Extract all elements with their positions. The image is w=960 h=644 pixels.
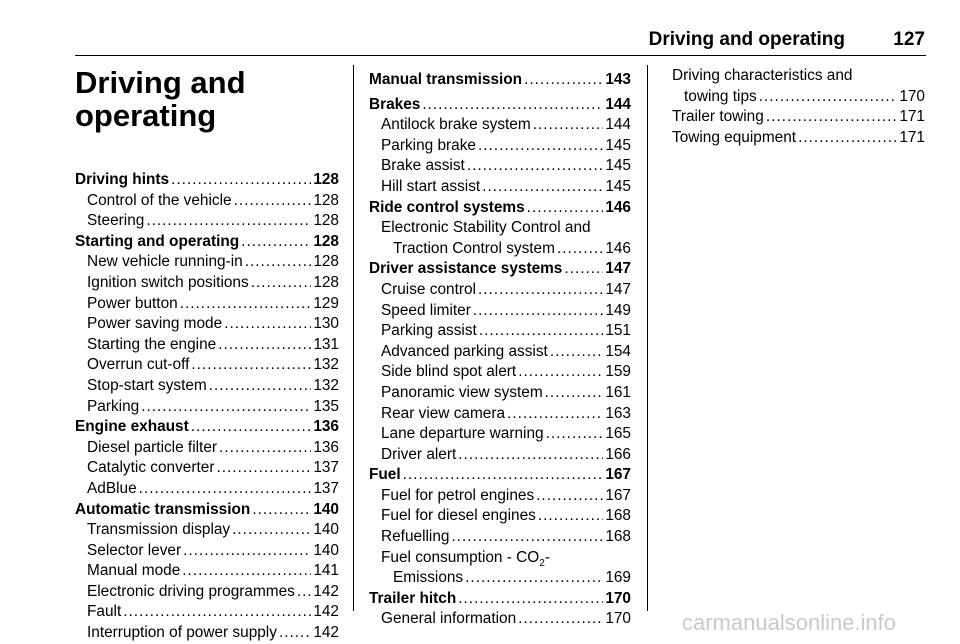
toc-label: Stop-start system [87, 376, 207, 394]
toc-label: General information [381, 610, 517, 628]
toc-entry[interactable] [75, 520, 339, 541]
toc-label: Speed limiter [381, 301, 471, 319]
toc-entry[interactable] [75, 582, 339, 603]
toc-label: Fuel [369, 466, 401, 484]
toc-leader [252, 500, 311, 521]
toc-entry[interactable] [75, 191, 339, 212]
toc-page: 168 [605, 528, 631, 546]
toc-label: New vehicle running-in [87, 253, 243, 271]
toc-page: 128 [313, 212, 339, 230]
toc-leader [458, 445, 603, 466]
toc-entry[interactable] [75, 355, 339, 376]
toc-leader [538, 506, 603, 527]
toc-page: 165 [605, 425, 631, 443]
toc-leader [473, 301, 603, 322]
header-title: Driving and operating [648, 29, 845, 50]
toc-label: Brakes [369, 95, 421, 113]
toc-page: 141 [313, 562, 339, 580]
toc-page: 140 [313, 500, 339, 518]
toc-page: 167 [605, 486, 631, 504]
toc-section[interactable] [369, 95, 631, 116]
toc-page: 170 [605, 589, 631, 607]
toc-label: Rear view camera [381, 404, 506, 422]
toc-entry[interactable] [672, 107, 925, 128]
toc-page: 140 [313, 521, 339, 539]
toc-page: 145 [605, 177, 631, 195]
toc-page: 146 [605, 239, 631, 257]
toc-label: Panoramic view system [381, 383, 543, 401]
toc-label: Parking [87, 397, 140, 415]
toc-entry[interactable] [369, 156, 631, 177]
toc-page: 145 [605, 136, 631, 154]
toc-leader [232, 520, 311, 541]
toc-entry[interactable] [75, 211, 339, 232]
toc-leader [180, 294, 312, 315]
toc-section[interactable] [75, 417, 339, 438]
toc-page: 171 [899, 128, 925, 146]
toc-entry[interactable] [75, 252, 339, 273]
toc-leader [536, 486, 603, 507]
toc-entry[interactable] [75, 376, 339, 397]
toc-page: 154 [605, 342, 631, 360]
toc-entry[interactable] [369, 486, 631, 507]
toc-label: Fuel for petrol engines [381, 486, 535, 504]
toc-page: 131 [313, 335, 339, 353]
chapter-title-line: operating [75, 98, 217, 133]
toc-leader [146, 211, 311, 232]
toc-label: Transmission display [87, 521, 231, 539]
toc-entry-line: Electronic Stability Control and [381, 219, 591, 237]
toc-page: 140 [313, 541, 339, 559]
toc-label: Trailer hitch [369, 589, 457, 607]
toc-entry[interactable] [369, 362, 631, 383]
toc-leader [251, 273, 312, 294]
toc-entry[interactable] [369, 342, 631, 363]
toc-leader [141, 397, 311, 418]
toc-label: Catalytic converter [87, 459, 215, 477]
toc-label: Manual mode [87, 562, 181, 580]
toc-column-2 [369, 70, 631, 630]
toc-entry[interactable] [369, 404, 631, 425]
toc-leader [171, 170, 311, 191]
toc-label: Trailer towing [672, 108, 764, 126]
toc-section[interactable] [369, 589, 631, 610]
toc-section[interactable] [369, 70, 631, 91]
toc-label: Driver assistance systems [369, 260, 563, 278]
toc-label: Steering [87, 212, 145, 230]
toc-page: 130 [313, 315, 339, 333]
toc-page: 128 [313, 253, 339, 271]
toc-page: 142 [313, 582, 339, 600]
toc-page: 145 [605, 157, 631, 175]
toc-page: 128 [313, 232, 339, 250]
toc-label: Ride control systems [369, 198, 525, 216]
toc-leader [123, 602, 311, 623]
toc-entry[interactable] [75, 602, 339, 623]
toc-page: 144 [605, 116, 631, 134]
toc-entry[interactable] [75, 479, 339, 500]
toc-page: 169 [605, 569, 631, 587]
toc-label: Starting and operating [75, 232, 240, 250]
toc-leader [139, 479, 312, 500]
toc-page: 129 [313, 294, 339, 312]
toc-text: Fuel consumption - CO [381, 548, 540, 566]
toc-page: 147 [605, 280, 631, 298]
toc-page: 128 [313, 273, 339, 291]
subscript: 2 [539, 557, 545, 569]
toc-leader [518, 609, 603, 630]
toc-page: 161 [605, 383, 631, 401]
toc-label: Manual transmission [369, 71, 523, 88]
toc-label: Towing equipment [672, 128, 797, 146]
toc-label: Automatic transmission [75, 500, 251, 518]
toc-column-3 [672, 66, 925, 148]
toc-leader [524, 70, 603, 91]
toc-leader [550, 342, 603, 363]
toc-page: 166 [605, 445, 631, 463]
toc-page: 136 [313, 438, 339, 456]
toc-page: 167 [605, 466, 631, 484]
toc-entry[interactable] [75, 335, 339, 356]
toc-entry[interactable] [369, 445, 631, 466]
toc-leader [191, 417, 312, 438]
toc-label: Diesel particle filter [87, 438, 218, 456]
toc-label: Overrun cut-off [87, 356, 190, 374]
toc-leader [482, 177, 603, 198]
toc-entry[interactable] [75, 294, 339, 315]
toc-entry[interactable] [369, 321, 631, 342]
toc-entry[interactable] [75, 397, 339, 418]
toc-label: Cruise control [381, 280, 476, 298]
toc-page: 171 [899, 108, 925, 126]
toc-page: 149 [605, 301, 631, 319]
toc-leader [279, 623, 311, 644]
toc-page: 142 [313, 603, 339, 621]
toc-page: 128 [313, 191, 339, 209]
toc-label: Power button [87, 294, 178, 312]
toc-entry[interactable] [75, 623, 339, 644]
toc-page: 135 [313, 397, 339, 415]
toc-leader [219, 438, 311, 459]
toc-leader [451, 527, 603, 548]
toc-leader [766, 107, 898, 128]
toc-leader [458, 589, 603, 610]
toc-leader [182, 561, 311, 582]
watermark: carmanualsonline.info [682, 610, 897, 635]
toc-entry[interactable] [75, 273, 339, 294]
toc-leader [403, 465, 604, 486]
toc-entry[interactable] [75, 458, 339, 479]
toc-section[interactable] [75, 500, 339, 521]
toc-entry[interactable] [369, 280, 631, 301]
toc-entry-line [369, 548, 631, 569]
toc-leader [218, 335, 311, 356]
toc-label: Refuelling [381, 528, 450, 546]
toc-page: 151 [605, 322, 631, 340]
toc-entry[interactable] [75, 561, 339, 582]
toc-page: 159 [605, 363, 631, 381]
toc-entry[interactable] [369, 239, 631, 260]
toc-page: 168 [605, 507, 631, 525]
toc-leader [545, 383, 604, 404]
toc-page: 170 [605, 610, 631, 628]
toc-leader [422, 95, 603, 116]
toc-label: Advanced parking assist [381, 342, 548, 360]
toc-leader [478, 136, 603, 157]
toc-label: Parking assist [381, 322, 477, 340]
toc-leader [467, 156, 603, 177]
toc-entry[interactable] [369, 115, 631, 136]
toc-section[interactable] [75, 232, 339, 253]
toc-page: 146 [605, 198, 631, 216]
toc-entry[interactable] [369, 568, 631, 589]
toc-entry[interactable] [75, 541, 339, 562]
toc-entry[interactable] [369, 424, 631, 445]
toc-leader [533, 115, 604, 136]
toc-label: Lane departure warning [381, 425, 544, 443]
toc-page: 132 [313, 356, 339, 374]
toc-entry[interactable] [369, 177, 631, 198]
toc-leader [798, 128, 897, 149]
toc-leader [546, 424, 604, 445]
toc-leader [518, 362, 603, 383]
toc-label: Hill start assist [381, 177, 481, 195]
toc-entry[interactable] [369, 301, 631, 322]
toc-leader [557, 239, 603, 260]
toc-label: Antilock brake system [381, 116, 531, 134]
toc-leader [564, 259, 603, 280]
toc-entry[interactable] [369, 506, 631, 527]
toc-label: Control of the vehicle [87, 191, 232, 209]
toc-label: Driver alert [381, 445, 457, 463]
toc-label: Parking brake [381, 136, 476, 154]
toc-page: 128 [313, 171, 339, 188]
toc-label: Ignition switch positions [87, 273, 249, 291]
header-rule [75, 55, 926, 56]
toc-leader [759, 87, 898, 108]
toc-leader [241, 232, 311, 253]
toc-text: - [544, 548, 550, 566]
toc-leader [465, 568, 603, 589]
toc-page: 163 [605, 404, 631, 422]
toc-entry[interactable] [369, 527, 631, 548]
chapter-title-line: Driving and [75, 65, 246, 100]
toc-page: 143 [605, 71, 631, 88]
toc-page: 132 [313, 376, 339, 394]
toc-label: Side blind spot alert [381, 363, 517, 381]
toc-entry[interactable] [75, 314, 339, 335]
toc-label: Traction Control system [393, 239, 555, 257]
toc-label: Interruption of power supply [87, 624, 277, 642]
toc-label: AdBlue [87, 479, 137, 497]
toc-label: Electronic driving programmes [87, 582, 295, 600]
chapter-title [75, 66, 345, 132]
toc-entry[interactable] [369, 383, 631, 404]
toc-page: 136 [313, 418, 339, 436]
toc-label: Starting the engine [87, 335, 217, 353]
toc-entry[interactable] [369, 136, 631, 157]
toc-page: 137 [313, 459, 339, 477]
toc-section[interactable] [369, 259, 631, 280]
toc-leader [478, 280, 603, 301]
toc-entry[interactable] [672, 87, 925, 108]
toc-label: towing tips [684, 87, 757, 105]
toc-page: 147 [605, 260, 631, 278]
toc-column-1 [75, 170, 339, 644]
toc-entry-line: Driving characteristics and [672, 67, 853, 84]
toc-leader [527, 198, 604, 219]
toc-leader [216, 458, 311, 479]
toc-leader [297, 582, 311, 603]
toc-label: Selector lever [87, 541, 182, 559]
toc-entry[interactable] [672, 128, 925, 149]
column-divider [647, 65, 648, 611]
toc-label: Driving hints [75, 171, 170, 188]
toc-page: 137 [313, 479, 339, 497]
toc-label: Emissions [393, 569, 464, 587]
toc-page: 170 [899, 87, 925, 105]
toc-leader [224, 314, 311, 335]
header-page-number: 127 [893, 29, 925, 50]
toc-section[interactable] [75, 170, 339, 191]
toc-leader [479, 321, 604, 342]
toc-label: Engine exhaust [75, 418, 189, 436]
toc-entry[interactable] [369, 609, 631, 630]
toc-label: Fuel for diesel engines [381, 507, 536, 525]
toc-leader [209, 376, 312, 397]
toc-section[interactable] [369, 198, 631, 219]
toc-leader [191, 355, 311, 376]
toc-leader [507, 404, 603, 425]
toc-leader [183, 541, 311, 562]
toc-label: Power saving mode [87, 315, 223, 333]
toc-page: 144 [605, 95, 631, 113]
toc-label: Brake assist [381, 157, 465, 175]
toc-entry[interactable] [75, 438, 339, 459]
toc-section[interactable] [369, 465, 631, 486]
column-divider [353, 65, 354, 611]
toc-page: 142 [313, 624, 339, 642]
toc-leader [234, 191, 312, 212]
toc-label: Fault [87, 603, 122, 621]
toc-leader [245, 252, 312, 273]
